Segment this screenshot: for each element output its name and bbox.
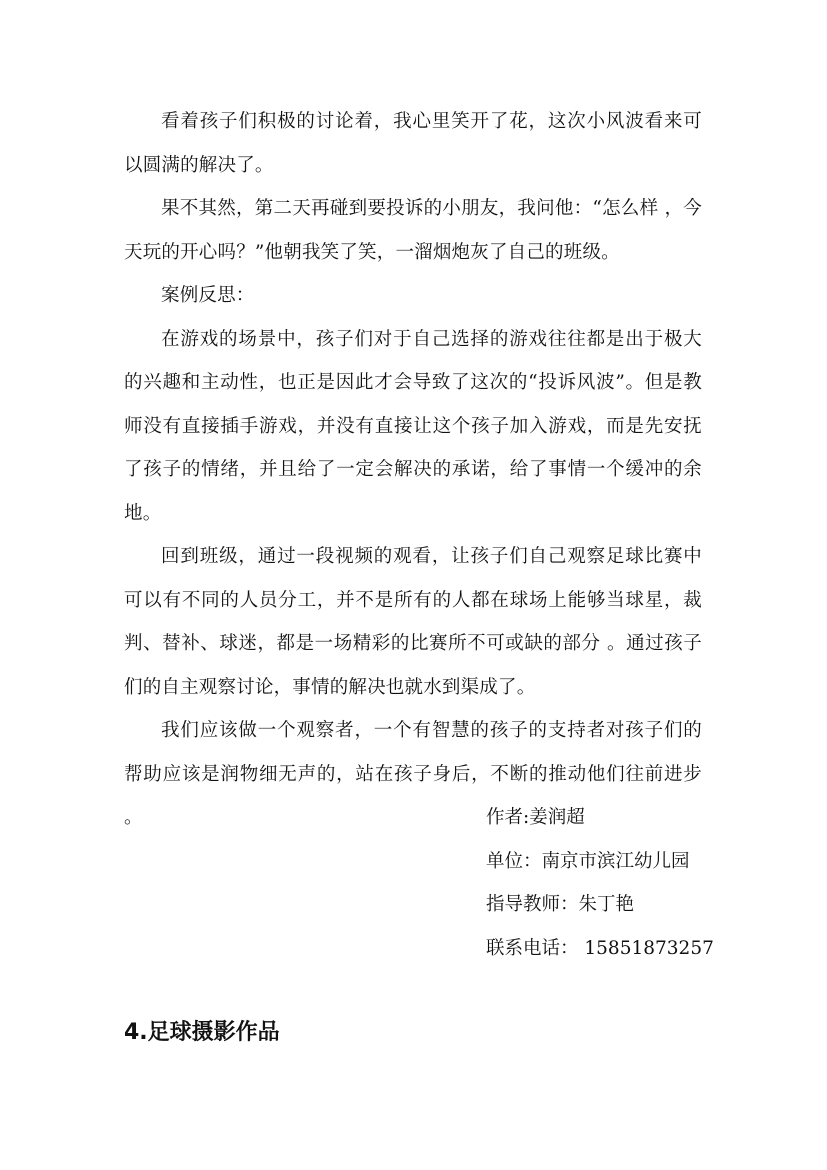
paragraph-video-observation: 回到班级，通过一段视频的观看，让孩子们自己观察足球比赛中可以有不同的人员分工，并不是所有的人都在球场上能够当球星，裁判、替补、球迷，都是一场精彩的比赛所不可或缺的部分 。通过孩子们的自主观察讨论，事情的解决也就水到渠成了。: [124, 546, 702, 698]
paragraph-next-day: 果不其然，第二天再碰到要投诉的小朋友，我问他：“怎么样 ，今天玩的开心吗？”他朝我笑了笑，一溜烟炮灰了自己的班级。: [124, 198, 702, 263]
paragraph-reflection-heading: 案例反思：: [161, 285, 255, 306]
article-body: [124, 100, 702, 840]
advisor-line: 指导教师：朱丁艳: [486, 894, 635, 915]
phone-line: 联系电话： 15851873257: [486, 937, 714, 959]
paragraph-game-scene: 在游戏的场景中，孩子们对于自己选择的游戏往往都是出于极大的兴趣和主动性，也正是因此才会导致了这次的“投诉风波”。但是教师没有直接插手游戏，并没有直接让这个孩子加入游戏，而是先安抚了孩子的情绪，并且给了一定会解决的承诺，给了事情一个缓冲的余地。: [124, 328, 702, 524]
section-heading: 4.足球摄影作品: [124, 1020, 280, 1045]
unit-line: 单位：南京市滨江幼儿园: [486, 850, 690, 872]
paragraph-observer: 我们应该做一个观察者，一个有智慧的孩子的支持者对孩子们的帮助应该是润物细无声的，站在孩子身后，不断的推动他们往前进步 。: [124, 720, 702, 828]
signature-block: [486, 796, 766, 970]
author-line: 作者:姜润超: [486, 807, 585, 828]
paragraph-discussion: 看着孩子们积极的讨论着，我心里笑开了花，这次小风波看来可以圆满的解决了。: [124, 111, 702, 176]
